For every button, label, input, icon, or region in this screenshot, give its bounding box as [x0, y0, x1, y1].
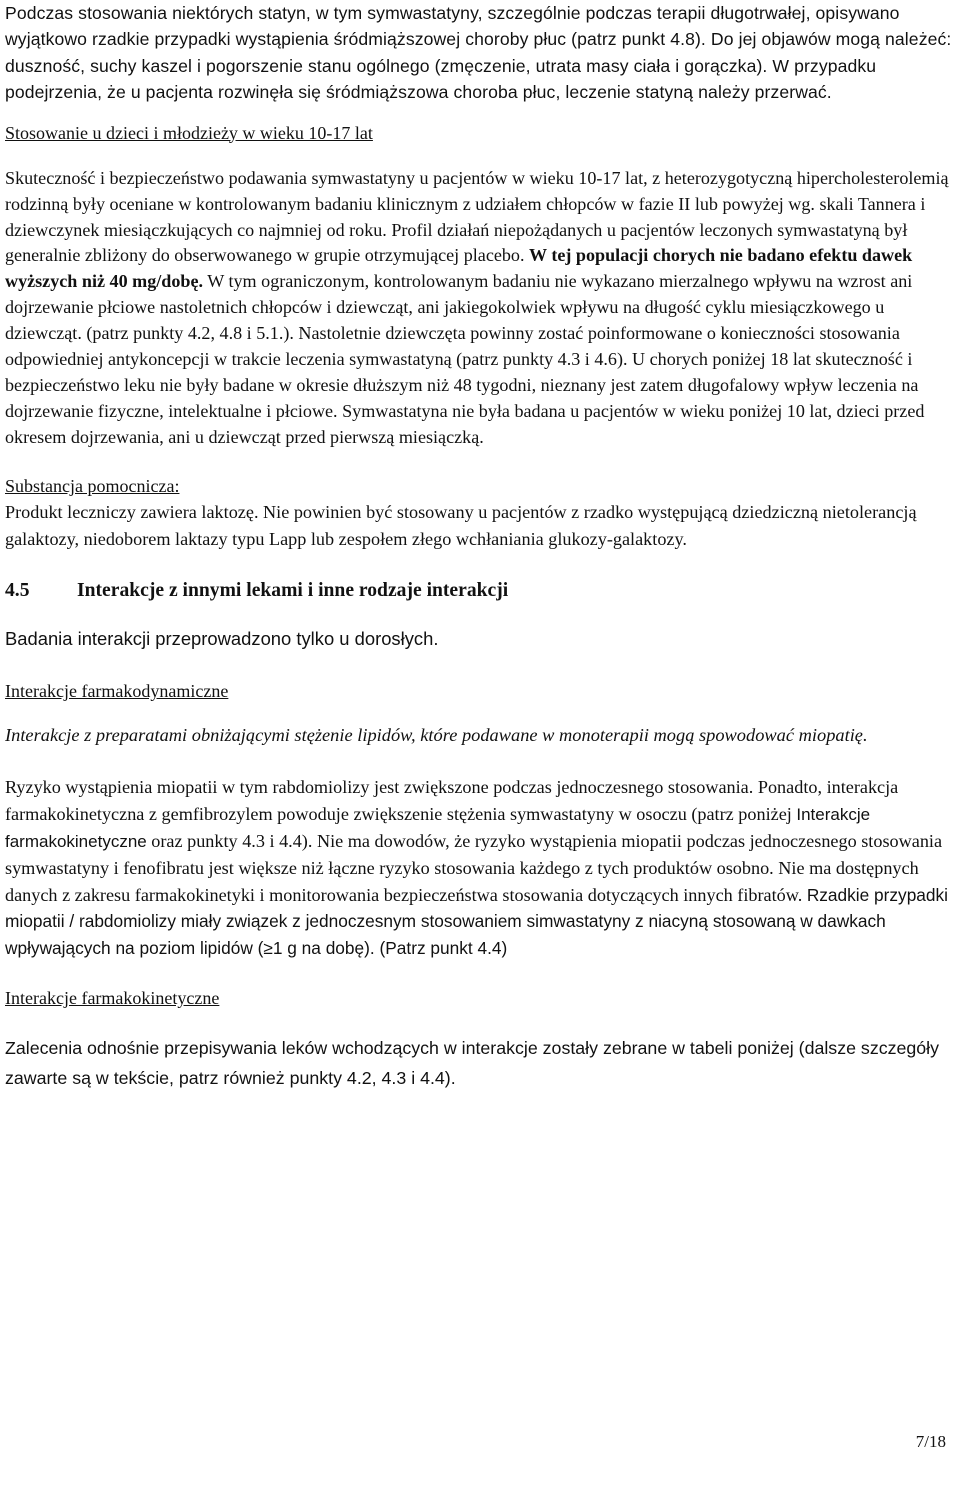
pharmacodynamic-text-1: Ryzyko wystąpienia miopatii w tym rabdomiolizy jest zwiększone podczas jednoczesnego stosowania. Ponadto, interakcja farmakokinetyczna z gemfibrozylem powoduje zwiększenie stężenia symwastatyny w osoczu (patrz poniżej [5, 777, 899, 824]
children-text-bold: W tej populacji chorych nie badano efektu dawek wyższych niż 40 mg/dobę. [5, 245, 913, 292]
section-title-text: Interakcje z innymi lekami i inne rodzaje interakcji [77, 580, 509, 602]
pharmacokinetic-heading: Interakcje farmakokinetyczne [5, 987, 220, 1008]
document-page [5, 0, 957, 1093]
intro-text-warning: W przypadku podejrzenia, że u pacjenta rozwinęła się śródmiąższowa choroba płuc, leczenie statyną należy przerwać. [5, 55, 877, 103]
intro-text: Podczas stosowania niektórych statyn, w tym symwastatyny, szczególnie podczas terapii długotrwałej, opisywano wyjątkowo rzadkie przypadki wystąpienia śródmiąższowej choroby płuc (patrz punkt 4.8). Do jej objawów mogą należeć: duszność, suchy kaszel i pogorszenie stanu ogólnego (zmęczenie, utrata masy ciała i gorączka). [5, 3, 952, 76]
section-number: 4.5 [5, 580, 30, 602]
section-title [5, 578, 957, 604]
pharmacodynamic-italic: Interakcje z preparatami obniżającymi stężenie lipidów, które podawane w monoterapii mogą spowodować miopatię. [5, 725, 868, 746]
children-text-1: Skuteczność i bezpieczeństwo podawania symwastatyny u pacjentów w wieku 10-17 lat, z heterozygotyczną hipercholesterolemią rodzinną były oceniane w kontrolowanym badaniu klinicznym z udziałem chłopców w fazie II lub powyżej wg. skali Tannera i dziewczynek miesiączkujących co najmniej od roku. Profil działań niepożądanych u pacjentów leczonych symwastatyną był generalnie zbliżony do obserwowanego w grupie otrzymującej placebo. [5, 167, 949, 266]
pharmacokinetic-paragraph: Zalecenia odnośnie przepisywania leków wchodzących w interakcje zostały zebrane w tabeli poniżej (dalsze szczegóły zawarte są w tekście, patrz również punkty 4.2, 4.3 i 4.4). [5, 1037, 939, 1088]
pharmacodynamic-text-sans: Interakcje farmakokinetyczne [5, 804, 871, 851]
pharmacodynamic-paragraph [5, 774, 957, 961]
children-heading: Stosowanie u dzieci i młodzieży w wieku 10-17 lat [5, 122, 373, 143]
intro-paragraph [5, 0, 957, 106]
pharmacodynamic-text-1b: oraz punkty 4.3 i 4.4). Nie ma dowodów, że ryzyko wystąpienia miopatii podczas jednoczesnego stosowania symwastatyny i fenofibratu jest większe niż łączne ryzyko stosowania każdego z tych produktów osobno. Nie ma dostępnych danych z zakresu farmakokinetyki i monitorowania bezpieczeństwa stosowania dotyczących innych fibratów. [5, 830, 943, 905]
children-paragraph [5, 166, 957, 451]
pharmacodynamic-text-2: Rzadkie przypadki miopatii / rabdomiolizy miały związek z jednoczesnym stosowaniem simwastatyny z niacyną stosowaną w dawkach wpływających na poziom lipidów (≥1 g na dobę). (Patrz punkt 4.4) [5, 884, 949, 958]
excipient-paragraph: Produkt leczniczy zawiera laktozę. Nie powinien być stosowany u pacjentów z rzadko występującą dziedziczną nietolerancją galaktozy, niedoborem laktazy typu Lapp lub zespołem złego wchłaniania glukozy-galaktozy. [5, 502, 917, 549]
excipient-heading: Substancja pomocnicza: [5, 476, 180, 497]
pharmacodynamic-heading: Interakcje farmakodynamiczne [5, 681, 229, 702]
section-intro: Badania interakcji przeprowadzono tylko u dorosłych. [5, 628, 439, 650]
children-text-2: W tym ograniczonym, kontrolowanym badaniu nie wykazano mierzalnego wpływu na wzrost ani dojrzewanie płciowe nastoletnich chłopców i dziewcząt, ani jakiegokolwiek wpływu na długość cyklu miesiączkowego u dziewcząt. (patrz punkty 4.2, 4.8 i 5.1.). Nastoletnie dziewczęta powinny zostać poinformowane o konieczności stosowania odpowiedniej antykoncepcji w trakcie leczenia symwastatyną (patrz punkty 4.3 i 4.6). U chorych poniżej 18 lat skuteczność i bezpieczeństwo leku nie były badane w okresie dłuższym niż 48 tygodni, nieznany jest zatem długofalowy wpływ leczenia na dojrzewanie fizyczne, intelektualne i płciowe. Symwastatyna nie była badana u pacjentów w wieku poniżej 10 lat, dzieci przed okresem dojrzewania, ani u dziewcząt przed pierwszą miesiączką. [5, 271, 925, 448]
page-number: 7/18 [915, 1432, 946, 1451]
